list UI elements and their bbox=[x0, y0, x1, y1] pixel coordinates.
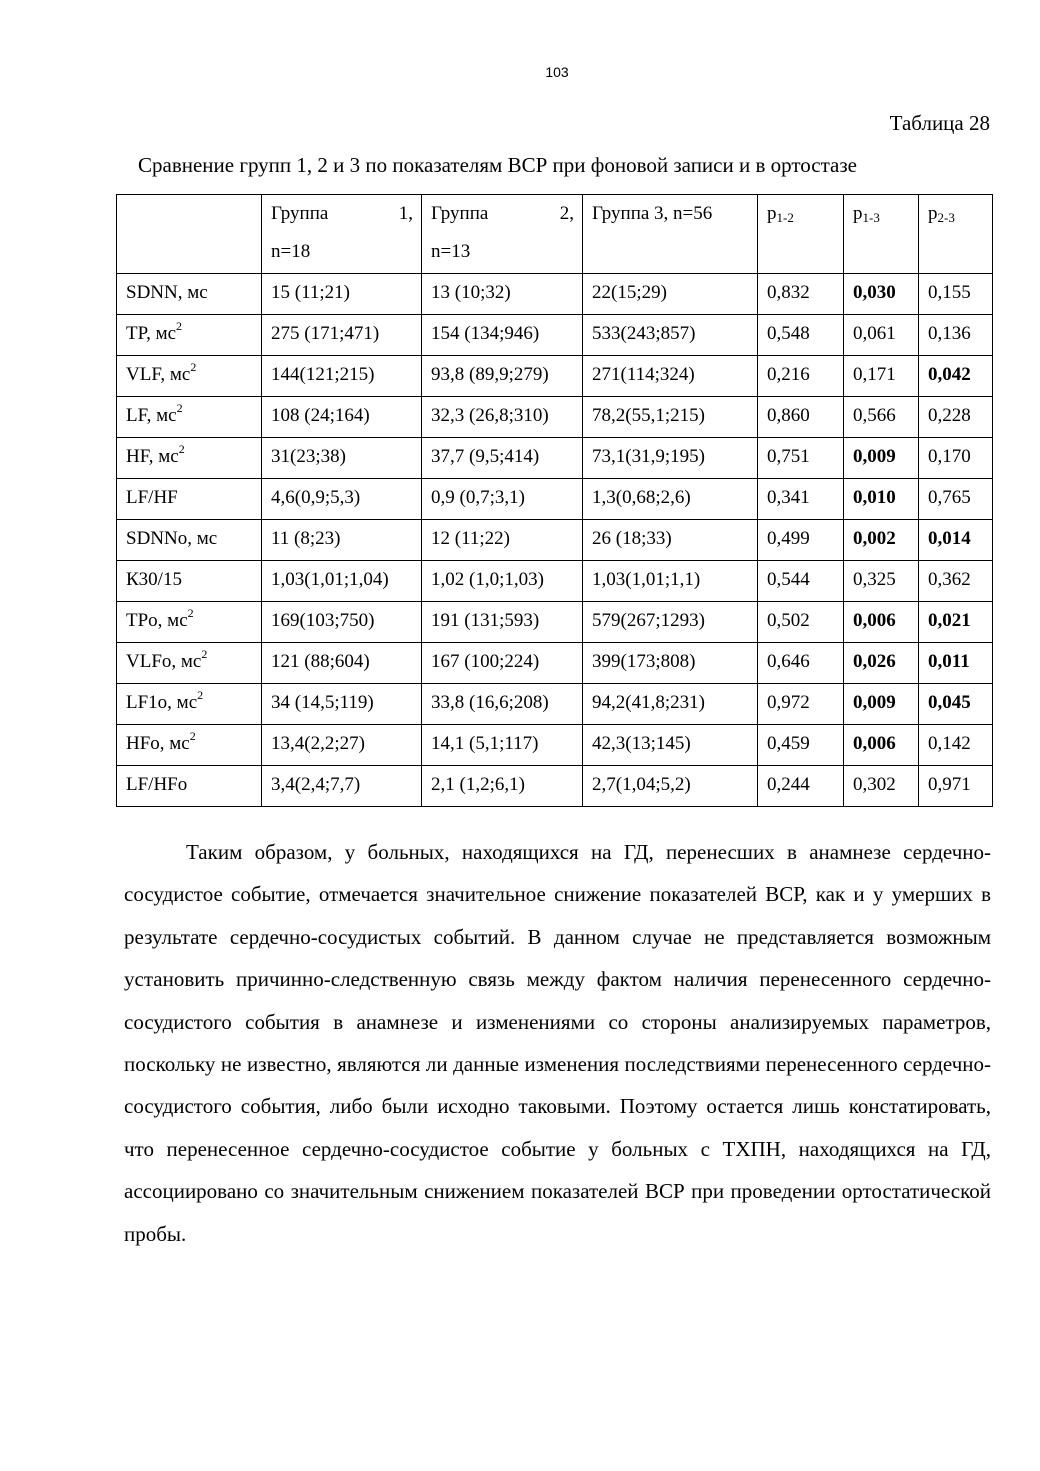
row-label: LF1o, $мс^2$ bbox=[117, 684, 262, 725]
cell-g1: 121 (88;604) bbox=[262, 643, 422, 684]
table-row bbox=[117, 315, 993, 356]
header-group-1: Группа 1, n=18 bbox=[262, 195, 422, 274]
cell-g1: 3,4(2,4;7,7) bbox=[262, 766, 422, 807]
row-label: TP, $мс^2$ bbox=[117, 315, 262, 356]
row-label: HF, $мс^2$ bbox=[117, 438, 262, 479]
cell-g1: 275 (171;471) bbox=[262, 315, 422, 356]
cell-g2: 93,8 (89,9;279) bbox=[422, 356, 583, 397]
cell-p13: 0,009 bbox=[844, 684, 919, 725]
table-row bbox=[117, 766, 993, 807]
cell-p23: 0,155 bbox=[919, 274, 993, 315]
cell-p13: 0,171 bbox=[844, 356, 919, 397]
table-header-row bbox=[117, 195, 993, 274]
body-paragraph: Таким образом, у больных, находящихся на ГД, перенесших в анамнезе сердечно-сосудистое событие, отмечается значительное снижение показателей ВСР, как и у умерших в результате сердечно-сосудистых событий. В данном случае не представляется возможным установить причинно-следственную связь между фактом наличия перенесенного сердечно-сосудистого события в анамнезе и изменениями со стороны анализируемых параметров, поскольку не известно, являются ли данные изменения последствиями перенесенного сердечно-сосудистого события, либо были исходно таковыми. Поэтому остается лишь констатировать, что перенесенное сердечно-сосудистое событие у больных с ТХПН, находящихся на ГД, ассоциировано со значительным снижением показателей ВСР при проведении ортостатической пробы. bbox=[124, 840, 991, 1246]
cell-g2: 12 (11;22) bbox=[422, 520, 583, 561]
row-label: LF, $мс^2$ bbox=[117, 397, 262, 438]
header-p1-3: $p_{1-3}$ bbox=[844, 195, 919, 274]
cell-p12: 0,216 bbox=[758, 356, 844, 397]
cell-g1: 169(103;750) bbox=[262, 602, 422, 643]
cell-g1: 13,4(2,2;27) bbox=[262, 725, 422, 766]
cell-p23: 0,362 bbox=[919, 561, 993, 602]
cell-p23: 0,014 bbox=[919, 520, 993, 561]
row-label: SDNNo, мс bbox=[117, 520, 262, 561]
cell-g2: 154 (134;946) bbox=[422, 315, 583, 356]
table-row bbox=[117, 684, 993, 725]
cell-p12: 0,502 bbox=[758, 602, 844, 643]
cell-g2: 32,3 (26,8;310) bbox=[422, 397, 583, 438]
cell-p12: 0,341 bbox=[758, 479, 844, 520]
hrv-comparison-table bbox=[116, 194, 993, 807]
cell-g3: 399(173;808) bbox=[583, 643, 758, 684]
cell-g3: 271(114;324) bbox=[583, 356, 758, 397]
cell-p13: 0,006 bbox=[844, 602, 919, 643]
cell-g2: 37,7 (9,5;414) bbox=[422, 438, 583, 479]
cell-g3: 94,2(41,8;231) bbox=[583, 684, 758, 725]
cell-p23: 0,971 bbox=[919, 766, 993, 807]
header-p1-2: $p_{1-2}$ bbox=[758, 195, 844, 274]
header-p2-3: $p_{2-3}$ bbox=[919, 195, 993, 274]
row-label: HFo, $мс^2$ bbox=[117, 725, 262, 766]
row-label: VLF, $мс^2$ bbox=[117, 356, 262, 397]
cell-g2: 14,1 (5,1;117) bbox=[422, 725, 583, 766]
cell-p13: 0,026 bbox=[844, 643, 919, 684]
table-row bbox=[117, 520, 993, 561]
cell-g1: 108 (24;164) bbox=[262, 397, 422, 438]
cell-p23: 0,042 bbox=[919, 356, 993, 397]
row-label: TPo, $мс^2$ bbox=[117, 602, 262, 643]
cell-p12: 0,646 bbox=[758, 643, 844, 684]
table-label: Таблица 28 bbox=[889, 111, 990, 135]
cell-p13: 0,010 bbox=[844, 479, 919, 520]
table-row bbox=[117, 561, 993, 602]
row-label: VLFo, $мс^2$ bbox=[117, 643, 262, 684]
cell-g2: 33,8 (16,6;208) bbox=[422, 684, 583, 725]
cell-g2: 13 (10;32) bbox=[422, 274, 583, 315]
cell-g3: 42,3(13;145) bbox=[583, 725, 758, 766]
header-group-2: Группа 2, n=13 bbox=[422, 195, 583, 274]
cell-g2: 2,1 (1,2;6,1) bbox=[422, 766, 583, 807]
page-number: 103 bbox=[545, 64, 569, 80]
row-label: SDNN, мс bbox=[117, 274, 262, 315]
cell-p12: 0,860 bbox=[758, 397, 844, 438]
cell-p12: 0,544 bbox=[758, 561, 844, 602]
cell-p12: 0,751 bbox=[758, 438, 844, 479]
row-label: LF/HFo bbox=[117, 766, 262, 807]
table-row bbox=[117, 602, 993, 643]
cell-g3: 533(243;857) bbox=[583, 315, 758, 356]
cell-p12: 0,459 bbox=[758, 725, 844, 766]
cell-g3: 1,03(1,01;1,1) bbox=[583, 561, 758, 602]
cell-p23: 0,765 bbox=[919, 479, 993, 520]
cell-g1: 1,03(1,01;1,04) bbox=[262, 561, 422, 602]
table-row bbox=[117, 397, 993, 438]
cell-p12: 0,972 bbox=[758, 684, 844, 725]
cell-p13: 0,325 bbox=[844, 561, 919, 602]
cell-g1: 11 (8;23) bbox=[262, 520, 422, 561]
cell-p13: 0,302 bbox=[844, 766, 919, 807]
cell-p23: 0,021 bbox=[919, 602, 993, 643]
cell-p13: 0,061 bbox=[844, 315, 919, 356]
header-group-3: Группа 3, n=56 bbox=[583, 195, 758, 274]
table-row bbox=[117, 438, 993, 479]
cell-g3: 22(15;29) bbox=[583, 274, 758, 315]
cell-p13: 0,002 bbox=[844, 520, 919, 561]
cell-g1: 15 (11;21) bbox=[262, 274, 422, 315]
table-row bbox=[117, 274, 993, 315]
cell-g1: 34 (14,5;119) bbox=[262, 684, 422, 725]
table-row bbox=[117, 356, 993, 397]
table-caption: Сравнение групп 1, 2 и 3 по показателям ВСР при фоновой записи и в ортостазе bbox=[138, 153, 857, 177]
cell-g2: 167 (100;224) bbox=[422, 643, 583, 684]
cell-g3: 2,7(1,04;5,2) bbox=[583, 766, 758, 807]
cell-g1: 4,6(0,9;5,3) bbox=[262, 479, 422, 520]
cell-g1: 31(23;38) bbox=[262, 438, 422, 479]
cell-p23: 0,011 bbox=[919, 643, 993, 684]
cell-p13: 0,006 bbox=[844, 725, 919, 766]
table-row bbox=[117, 479, 993, 520]
cell-p12: 0,832 bbox=[758, 274, 844, 315]
cell-p12: 0,499 bbox=[758, 520, 844, 561]
cell-g2: 1,02 (1,0;1,03) bbox=[422, 561, 583, 602]
cell-p23: 0,228 bbox=[919, 397, 993, 438]
header-empty-cell bbox=[117, 195, 262, 274]
cell-g2: 191 (131;593) bbox=[422, 602, 583, 643]
row-label: К30/15 bbox=[117, 561, 262, 602]
cell-p23: 0,142 bbox=[919, 725, 993, 766]
cell-g3: 1,3(0,68;2,6) bbox=[583, 479, 758, 520]
cell-g3: 73,1(31,9;195) bbox=[583, 438, 758, 479]
cell-g3: 26 (18;33) bbox=[583, 520, 758, 561]
cell-p13: 0,030 bbox=[844, 274, 919, 315]
cell-p13: 0,009 bbox=[844, 438, 919, 479]
cell-g2: 0,9 (0,7;3,1) bbox=[422, 479, 583, 520]
table-row bbox=[117, 725, 993, 766]
cell-p12: 0,244 bbox=[758, 766, 844, 807]
table-row bbox=[117, 643, 993, 684]
cell-p23: 0,136 bbox=[919, 315, 993, 356]
cell-g3: 78,2(55,1;215) bbox=[583, 397, 758, 438]
cell-p23: 0,045 bbox=[919, 684, 993, 725]
row-label: LF/HF bbox=[117, 479, 262, 520]
cell-g3: 579(267;1293) bbox=[583, 602, 758, 643]
cell-p12: 0,548 bbox=[758, 315, 844, 356]
cell-p13: 0,566 bbox=[844, 397, 919, 438]
cell-p23: 0,170 bbox=[919, 438, 993, 479]
cell-g1: 144(121;215) bbox=[262, 356, 422, 397]
